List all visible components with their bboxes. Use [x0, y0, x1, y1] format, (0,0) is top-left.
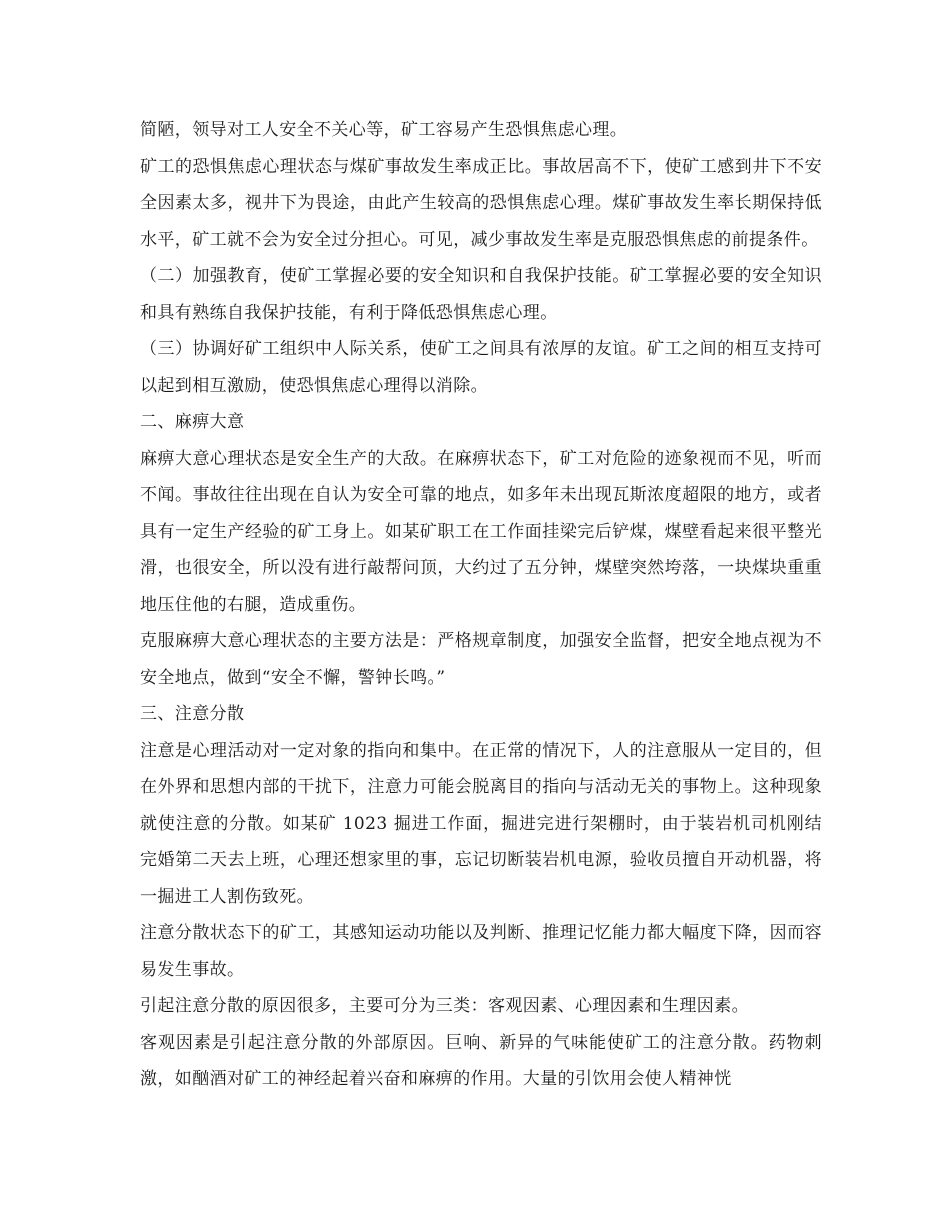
paragraph: （三）协调好矿工组织中人际关系，使矿工之间具有浓厚的友谊。矿工之间的相互支持可以起到相互激励，使恐惧焦虑心理得以消除。 [140, 339, 822, 396]
paragraph: 麻痹大意心理状态是安全生产的大敌。在麻痹状态下，矿工对危险的迹象视而不见，听而不闻。事故往往出现在自认为安全可靠的地点，如多年未出现瓦斯浓度超限的地方，或者具有一定生产经验的矿工身上。如某矿职工在工作面挂梁完后铲煤，煤壁看起来很平整光滑，也很安全，所以没有进行敲帮问顶，大约过了五分钟，煤壁突然垮落，一块煤块重重地压住他的右腿，造成重伤。 [140, 448, 822, 615]
paragraph: 简陋，领导对工人安全不关心等，矿工容易产生恐惧焦虑心理。 [140, 120, 628, 140]
paragraph: 客观因素是引起注意分散的外部原因。巨响、新异的气味能使矿工的注意分散。药物刺激，如酗酒对矿工的神经起着兴奋和麻痹的作用。大量的引饮用会使人精神恍 [140, 1032, 822, 1089]
section-heading: 三、注意分散 [140, 704, 245, 724]
paragraph: 克服麻痹大意心理状态的主要方法是：严格规章制度，加强安全监督，把安全地点视为不安全地点，做到“安全不懈，警钟长鸣。” [140, 631, 822, 688]
paragraph: 注意分散状态下的矿工，其感知运动功能以及判断、推理记忆能力都大幅度下降，因而容易发生事故。 [140, 923, 822, 980]
paragraph: 注意是心理活动对一定对象的指向和集中。在正常的情况下，人的注意服从一定目的，但在外界和思想内部的干扰下，注意力可能会脱离目的指向与活动无关的事物上。这种现象就使注意的分散。如某矿 1023 掘进工作面，掘进完进行架棚时，由于装岩机司机刚结完婚第二天去上班，心理还想家里的事，忘记切断装岩机电源，验收员擅自开动机器，将一掘进工人割伤致死。 [140, 740, 822, 907]
paragraph: 引起注意分散的原因很多，主要可分为三类：客观因素、心理因素和生理因素。 [140, 996, 749, 1016]
paragraph: （二）加强教育，使矿工掌握必要的安全知识和自我保护技能。矿工掌握必要的安全知识和具有熟练自我保护技能，有利于降低恐惧焦虑心理。 [140, 266, 822, 323]
paragraph: 矿工的恐惧焦虑心理状态与煤矿事故发生率成正比。事故居高不下，使矿工感到井下不安全因素太多，视井下为畏途，由此产生较高的恐惧焦虑心理。煤矿事故发生率长期保持低水平，矿工就不会为安全过分担心。可见，减少事故发生率是克服恐惧焦虑的前提条件。 [140, 156, 822, 250]
section-heading: 二、麻痹大意 [140, 412, 245, 432]
